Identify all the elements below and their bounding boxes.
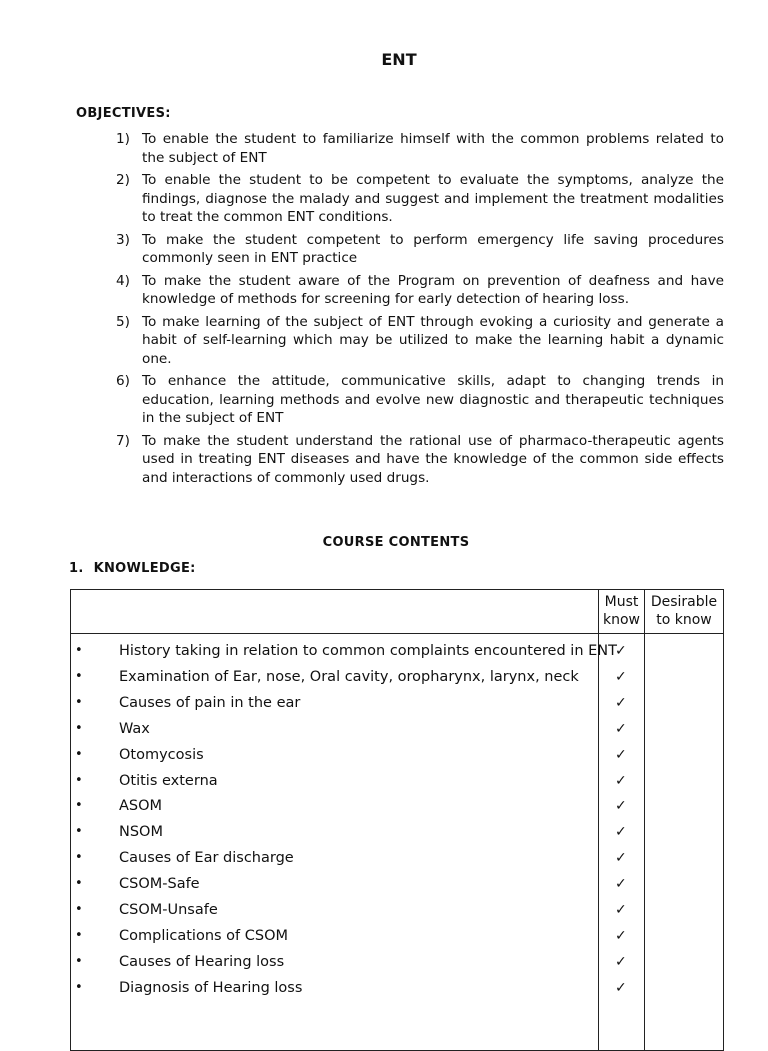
objective-item (116, 130, 724, 167)
checkmark-icon: ✓ (615, 902, 627, 918)
knowledge-label: KNOWLEDGE: (93, 561, 196, 576)
objective-text: To make the student competent to perform emergency life saving procedures commonly seen in ENT practice (142, 231, 724, 266)
column-header-must-know: Must know (603, 594, 640, 628)
page-title: ENT (381, 50, 417, 69)
header-divider (71, 633, 723, 634)
objective-number: 1) (116, 131, 130, 147)
objective-number: 7) (116, 432, 130, 449)
objective-text: To enhance the attitude, communicative skills, adapt to changing trends in education, learning methods and evolve new diagnostic and therapeutic techniques in the subject of ENT (142, 373, 724, 426)
topic-label: Causes of Ear discharge (119, 850, 294, 867)
topic-label: Examination of Ear, nose, Oral cavity, oropharynx, larynx, neck (119, 668, 579, 685)
checkmark-icon: ✓ (615, 798, 627, 815)
bullet-icon: • (75, 643, 83, 658)
bullet-icon: • (75, 927, 83, 943)
objective-item (116, 171, 724, 227)
bullet-icon: • (75, 876, 83, 892)
objective-text: To make the student understand the rational use of pharmaco-therapeutic agents used in treating ENT diseases and have the knowledge of the common side effects and interactions of commonly used drugs. (142, 432, 724, 486)
table-row (71, 798, 723, 824)
bullet-icon: • (75, 668, 83, 684)
bullet-icon: • (75, 694, 83, 710)
objective-item (116, 432, 724, 488)
objective-number: 3) (116, 231, 130, 248)
objective-text: To make the student aware of the Program on prevention of deafness and have knowledge of methods for screening for early detection of hearing loss. (142, 272, 724, 307)
topic-label: NSOM (119, 824, 163, 841)
topic-label: Wax (119, 720, 150, 737)
checkmark-icon: ✓ (615, 927, 627, 944)
table-row (71, 643, 723, 669)
knowledge-heading (69, 561, 196, 576)
table-row (71, 980, 723, 1006)
checkmark-icon: ✓ (615, 876, 627, 893)
objective-item (116, 313, 724, 369)
bullet-icon: • (75, 798, 83, 814)
bullet-icon: • (75, 746, 83, 762)
table-row (71, 695, 723, 721)
topic-label: Diagnosis of Hearing loss (119, 979, 303, 996)
bullet-icon: • (75, 824, 83, 840)
table-row (71, 773, 723, 799)
table-row (71, 928, 723, 954)
column-header-desirable-to-know: Desirable to know (650, 594, 718, 628)
objectives-heading: OBJECTIVES: (76, 106, 171, 121)
checkmark-icon: ✓ (615, 850, 627, 867)
topic-label: CSOM-Safe (119, 876, 200, 893)
checkmark-icon: ✓ (615, 772, 627, 789)
table-row (71, 747, 723, 773)
objective-item (116, 231, 724, 268)
objective-number: 6) (116, 373, 130, 389)
checkmark-icon: ✓ (615, 720, 627, 737)
knowledge-table (70, 589, 724, 1051)
objective-text: To enable the student to familiarize himself with the common problems related to the subject of ENT (142, 131, 724, 166)
topic-label: Causes of pain in the ear (119, 694, 301, 711)
topic-label: ASOM (119, 798, 163, 815)
checkmark-icon: ✓ (615, 953, 627, 970)
table-row (71, 902, 723, 928)
checkmark-icon: ✓ (615, 668, 627, 685)
table-row (71, 876, 723, 902)
bullet-icon: • (75, 953, 83, 969)
objective-text: To enable the student to be competent to evaluate the symptoms, analyze the findings, diagnose the malady and suggest and implement the treatment modalities to treat the common ENT conditions. (142, 172, 724, 225)
checkmark-icon: ✓ (615, 643, 627, 659)
objective-number: 2) (116, 172, 130, 188)
table-row (71, 954, 723, 980)
table-row (71, 824, 723, 850)
topic-label: Complications of CSOM (119, 927, 289, 944)
objectives-list (116, 130, 724, 491)
checkmark-icon: ✓ (615, 746, 627, 763)
checkmark-icon: ✓ (615, 694, 627, 711)
objective-text: To make learning of the subject of ENT through evoking a curiosity and generate a habit of self-learning which may be utilized to make the learning habit a dynamic one. (142, 313, 724, 367)
topic-label: History taking in relation to common complaints encountered in ENT (119, 643, 617, 659)
bullet-icon: • (75, 772, 83, 788)
table-row (71, 721, 723, 747)
bullet-icon: • (75, 850, 83, 866)
topic-label: Causes of Hearing loss (119, 953, 285, 970)
checkmark-icon: ✓ (615, 979, 627, 996)
bullet-icon: • (75, 720, 83, 736)
objective-number: 4) (116, 272, 130, 289)
bullet-icon: • (75, 979, 83, 995)
topic-label: CSOM-Unsafe (119, 902, 218, 918)
checkmark-icon: ✓ (615, 824, 627, 841)
topic-label: Otitis externa (119, 772, 218, 789)
course-contents-heading: COURSE CONTENTS (322, 535, 470, 550)
bullet-icon: • (75, 902, 83, 917)
knowledge-number: 1. (69, 561, 84, 576)
table-row (71, 669, 723, 695)
objective-item (116, 372, 724, 428)
objective-number: 5) (116, 313, 130, 330)
objective-item (116, 272, 724, 309)
topic-label: Otomycosis (119, 746, 204, 763)
table-row (71, 850, 723, 876)
